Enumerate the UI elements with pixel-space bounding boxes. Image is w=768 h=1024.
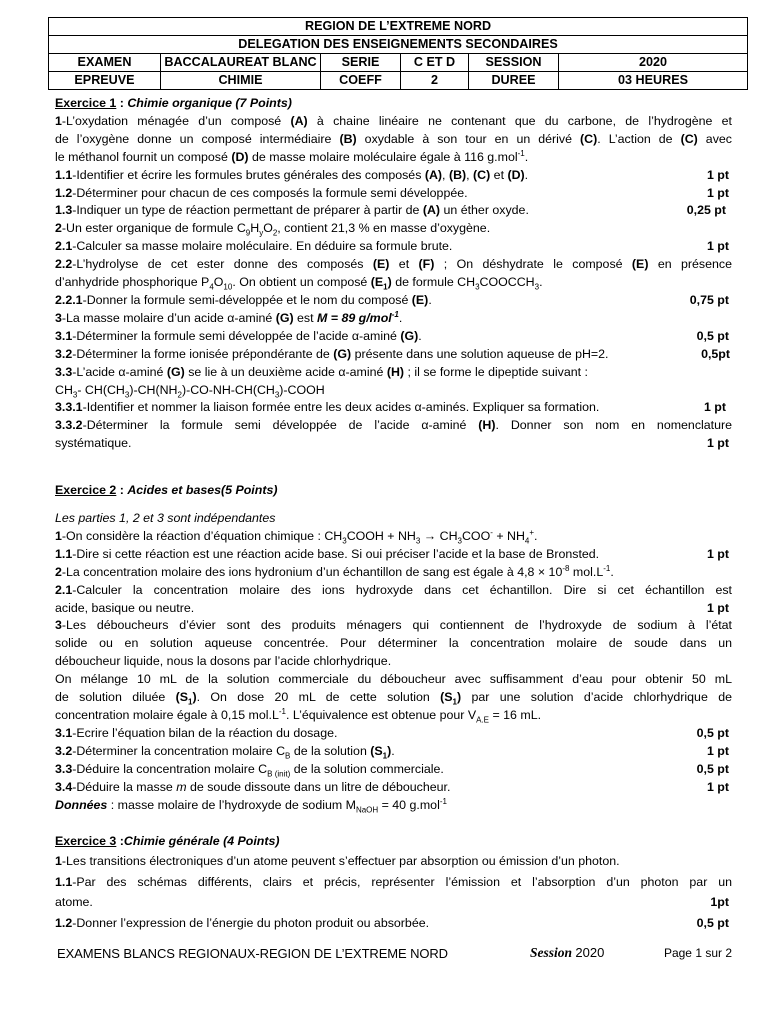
question-text: déboucheur liquide, nous la dosons par l’acide chlorhydrique. <box>55 654 392 669</box>
exam-header-table <box>48 17 748 90</box>
question-text: de l’oxygène donne un composé intermédiaire (B) oxydable à son tour en un dérivé (C). L’action de (C) avec <box>55 131 732 146</box>
question-item: 3.1-Ecrire l’équation bilan de la réaction du dosage. 0,5 pt <box>55 725 729 740</box>
question-item: systématique. 1 pt <box>55 436 729 451</box>
question-item: 3.4-Déduire la masse m de soude dissoute dans un litre de déboucheur. 1 pt <box>55 779 729 794</box>
footer-session-word: Session <box>530 945 573 960</box>
exercise-3-heading: Exercice 3 :Chimie générale (4 Points) <box>55 834 280 849</box>
series-value: C ET D <box>401 54 469 72</box>
question-text: 3-Les déboucheurs d’évier sont des produits ménagers qui contiennent de l’hydroxyde de sodium à l’état <box>55 618 732 633</box>
subject-value: CHIMIE <box>161 72 321 90</box>
duration-value: 03 HEURES <box>559 72 748 90</box>
question-item: 3.2-Déterminer la concentration molaire $C_B$ de la solution $(S_1)$. 1 pt <box>55 743 729 761</box>
exercise-2-heading: Exercice 2 : Acides et bases(5 Points) <box>55 483 278 498</box>
question-item: 1.2-Donner l’expression de l’énergie du photon produit ou absorbée. 0,5 pt <box>55 915 729 930</box>
question-text: de solution diluée $(S_1)$. On dose 20 mL de cette solution $(S_1)$ par une solution d’acide chlorhydrique de <box>55 690 732 707</box>
question-text: 3.3.2-Déterminer la formule semi développée de l’acide α-aminé (H). Donner son nom en nomenclature <box>55 418 733 433</box>
footer-page-number: Page 1 sur 2 <box>663 946 732 960</box>
question-text: d’anhydride phosphorique $P_4O_{10}$. On obtient un composé $(E_1)$ de formule $CH_3COOCCH_3$. <box>55 275 543 292</box>
exercise-2-subtitle: Acides et bases(5 Points) <box>127 483 278 498</box>
question-text: 2-Un ester organique de formule $C_9H_yO_2$, contient 21,3 % en masse d’oxygène. <box>55 221 491 238</box>
question-text: 3.3-L’acide α-aminé (G) se lie à un deuxième acide α-aminé (H) ; il se forme le dipeptide suivant : <box>55 364 588 379</box>
question-item: 1.1-Identifier et écrire les formules brutes générales des composés (A), (B), (C) et (D). 1 pt <box>55 167 729 182</box>
exercise-2-title: Exercice 2 <box>55 483 117 498</box>
question-text: 2.1-Calculer la concentration molaire des ions hydroxyde dans cet échantillon. Dire si cet échantillon est <box>55 582 732 597</box>
question-text: le méthanol fournit un composé (D) de masse molaire moléculaire égale à 116 g.mol$^{-1}$. <box>55 148 529 164</box>
exercise-3-title: Exercice 3 <box>55 834 117 849</box>
question-item: 2.1-Calculer sa masse molaire moléculaire. En déduire sa formule brute. 1 pt <box>55 239 729 254</box>
coeff-value: 2 <box>401 72 469 90</box>
session-value: 2020 <box>559 54 748 72</box>
question-item: 3.3-Déduire la concentration molaire $C_{B (init)}$ de la solution commerciale. 0,5 pt <box>55 761 729 779</box>
question-item: 2.2.1-Donner la formule semi-développée et le nom du composé (E). 0,75 pt <box>55 292 729 307</box>
question-item: atome. 1pt <box>55 895 729 910</box>
exercise-3-subtitle: Chimie générale (4 Points) <box>123 834 280 849</box>
exercise-2-intro: Les parties 1, 2 et 3 sont indépendantes <box>55 511 276 526</box>
question-text: 1-Les transitions électroniques d’un atome peuvent s’effectuer par absorption ou émission d’un photon. <box>55 854 620 869</box>
exam-label: EXAMEN <box>49 54 161 72</box>
question-text: On mélange 10 mL de la solution commerciale du déboucheur avec suffisamment d’eau pour obtenir 50 mL <box>55 672 732 687</box>
question-item: 3.2-Déterminer la forme ionisée prépondérante de (G) présente dans une solution aqueuse de pH=2. 0,5pt <box>55 346 730 361</box>
question-text: 1-On considère la réaction d’équation chimique : $CH_3COOH + NH_3 \to CH_3COO^- + NH_4^+$. <box>55 527 538 546</box>
question-item: 3.1-Déterminer la formule semi développée de l’acide α-aminé (G). 0,5 pt <box>55 328 729 343</box>
question-text: concentration molaire égale à 0,15 $mol.L^{-1}$. L’équivalence est obtenue pour $V_{A.E} = 16$ mL. <box>55 706 542 725</box>
question-item: 1.2-Déterminer pour chacun de ces composés la formule semi développée. 1 pt <box>55 185 729 200</box>
question-item: 1.3-Indiquer un type de réaction permettant de préparer à partir de (A) un éther oxyde. 0,25 pt <box>55 203 726 218</box>
exercise-1-title: Exercice 1 <box>55 96 117 110</box>
question-text: 2-La concentration molaire des ions hydronium d’un échantillon de sang est égale à $4,8 \times 10^{-8}$ $mol.L^{-1}$. <box>55 563 614 579</box>
question-text: 3-La masse molaire d’un acide α-aminé (G) est M = 89 g/mol$^{-1}$. <box>55 309 403 325</box>
footer-session <box>530 945 604 961</box>
region-title: REGION DE L’EXTREME NORD <box>49 18 748 36</box>
question-text: $CH_3-$ $CH(CH_3)-CH(NH_2)-CO-NH-CH(CH_3)$-COOH <box>55 382 325 399</box>
question-text: solide ou en solution aqueuse concentrée. Pour déterminer la concentration molaire de soude dans un <box>55 636 732 651</box>
question-text: 2.2-L’hydrolyse de cet ester donne des composés (E) et (F) ; On déshydrate le composé (E) en présence <box>55 257 732 272</box>
coeff-label: COEFF <box>321 72 401 90</box>
question-text: Données : masse molaire de l’hydroxyde de sodium $M_{NaOH} = 40$ g.mol$^{-1}$ <box>55 796 447 814</box>
question-item: acide, basique ou neutre. 1 pt <box>55 600 729 615</box>
footer-exam-label: EXAMENS BLANCS REGIONAUX-REGION DE L’EXTREME NORD <box>57 946 448 961</box>
exam-value: BACCALAUREAT BLANC <box>161 54 321 72</box>
series-label: SERIE <box>321 54 401 72</box>
duration-label: DUREE <box>469 72 559 90</box>
question-item: 1.1-Dire si cette réaction est une réaction acide base. Si oui préciser l’acide et la base de Bronsted. 1 pt <box>55 546 729 561</box>
question-text: 1.1-Par des schémas différents, clairs et précis, représenter l’émission et l’absorption d’un photon par un <box>55 874 732 889</box>
session-label: SESSION <box>469 54 559 72</box>
question-item: 3.3.1-Identifier et nommer la liaison formée entre les deux acides α-aminés. Expliquer sa formation. 1 pt <box>55 400 726 415</box>
exercise-1-subtitle: Chimie organique (7 Points) <box>127 96 292 110</box>
exam-body <box>55 95 732 933</box>
question-text: 1-L’oxydation ménagée d’un composé (A) à chaine linéaire ne contenant que du carbone, de l’hydrogène et <box>55 113 732 128</box>
exercise-1-heading: Exercice 1 : Chimie organique (7 Points) <box>55 96 292 110</box>
page-footer <box>57 945 732 965</box>
footer-session-year: 2020 <box>575 945 605 960</box>
subject-label: EPREUVE <box>49 72 161 90</box>
delegation-title: DELEGATION DES ENSEIGNEMENTS SECONDAIRES <box>49 36 748 54</box>
